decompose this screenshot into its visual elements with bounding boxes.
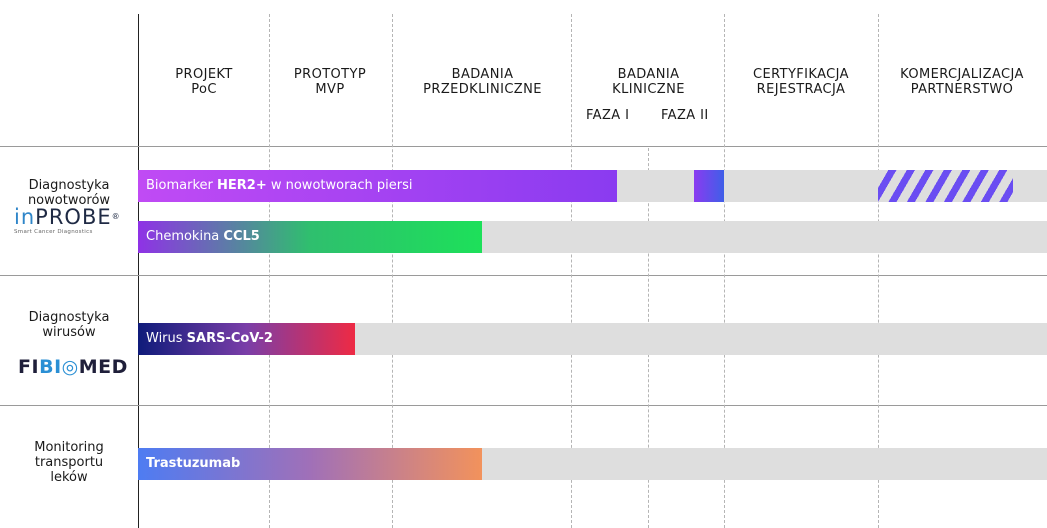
row-divider-2 bbox=[0, 405, 1047, 406]
series-label bbox=[138, 323, 273, 355]
stage-header-line: PRZEDKLINICZNE bbox=[423, 82, 542, 97]
row-divider-1 bbox=[0, 275, 1047, 276]
stage-header-line: PoC bbox=[191, 82, 217, 97]
stage-header-clinical bbox=[576, 67, 721, 97]
progress-bar-segment bbox=[694, 170, 724, 202]
row-label-line: nowotworów bbox=[27, 193, 111, 208]
row-label-line: Monitoring bbox=[34, 440, 104, 455]
fibiomed-logo-part: FI bbox=[18, 356, 40, 378]
fibiomed-logo-part: MED bbox=[78, 356, 128, 378]
stage-header-line: MVP bbox=[315, 82, 345, 97]
stage-header-certification bbox=[730, 67, 872, 97]
row-label-line: leków bbox=[50, 470, 88, 485]
series-label bbox=[138, 448, 240, 480]
row-label-line: transportu bbox=[34, 455, 104, 470]
inprobe-logo-name: PROBE bbox=[35, 205, 112, 229]
series-label bbox=[138, 170, 413, 202]
inprobe-logo bbox=[14, 206, 132, 235]
row-label-virology bbox=[0, 310, 138, 340]
stage-header-line: CERTYFIKACJA bbox=[753, 67, 849, 82]
row-label-drug-transport bbox=[0, 440, 138, 485]
fibiomed-logo bbox=[14, 356, 132, 378]
series-label-bold: HER2+ bbox=[217, 178, 267, 193]
fibiomed-logo-part: BI bbox=[39, 356, 62, 378]
phase-1-label: FAZA I bbox=[586, 108, 630, 123]
series-label bbox=[138, 221, 260, 253]
inprobe-tagline: Smart Cancer Diagnostics bbox=[14, 229, 93, 235]
progress-bar-planned bbox=[878, 170, 1013, 202]
header-divider bbox=[0, 146, 1047, 147]
stage-header-line: REJESTRACJA bbox=[756, 82, 846, 97]
stage-header-line: PROTOTYP bbox=[293, 67, 367, 82]
row-label-line: wirusów bbox=[42, 325, 96, 340]
row-label-oncology bbox=[0, 178, 138, 208]
stage-header-line: BADANIA bbox=[451, 67, 514, 82]
series-label-prefix: Biomarker bbox=[146, 178, 217, 193]
inprobe-logo-prefix: in bbox=[14, 205, 36, 229]
series-label-suffix: w nowotworach piersi bbox=[266, 178, 413, 193]
row-label-line: Diagnostyka bbox=[28, 178, 110, 193]
series-label-prefix: Wirus bbox=[146, 331, 187, 346]
stage-header-commercialization bbox=[882, 67, 1042, 97]
stage-header-line: PROJEKT bbox=[175, 67, 233, 82]
series-label-bold: Trastuzumab bbox=[146, 456, 241, 471]
series-label-prefix: Chemokina bbox=[146, 229, 224, 244]
stage-header-line: KOMERCJALIZACJA bbox=[900, 67, 1024, 82]
stage-header-line: BADANIA bbox=[617, 67, 680, 82]
stage-header-preclinical bbox=[400, 67, 565, 97]
series-label-bold: SARS-CoV-2 bbox=[186, 331, 273, 346]
stage-header-line: PARTNERSTWO bbox=[910, 82, 1014, 97]
stage-header-mvp bbox=[275, 67, 385, 97]
stage-header-line: KLINICZNE bbox=[612, 82, 685, 97]
phase-2-label: FAZA II bbox=[661, 108, 709, 123]
series-label-bold: CCL5 bbox=[223, 229, 260, 244]
fibiomed-logo-icon: ◎ bbox=[61, 356, 79, 378]
registered-mark: ® bbox=[111, 212, 121, 221]
stage-header-poc bbox=[154, 67, 254, 97]
row-label-line: Diagnostyka bbox=[28, 310, 110, 325]
